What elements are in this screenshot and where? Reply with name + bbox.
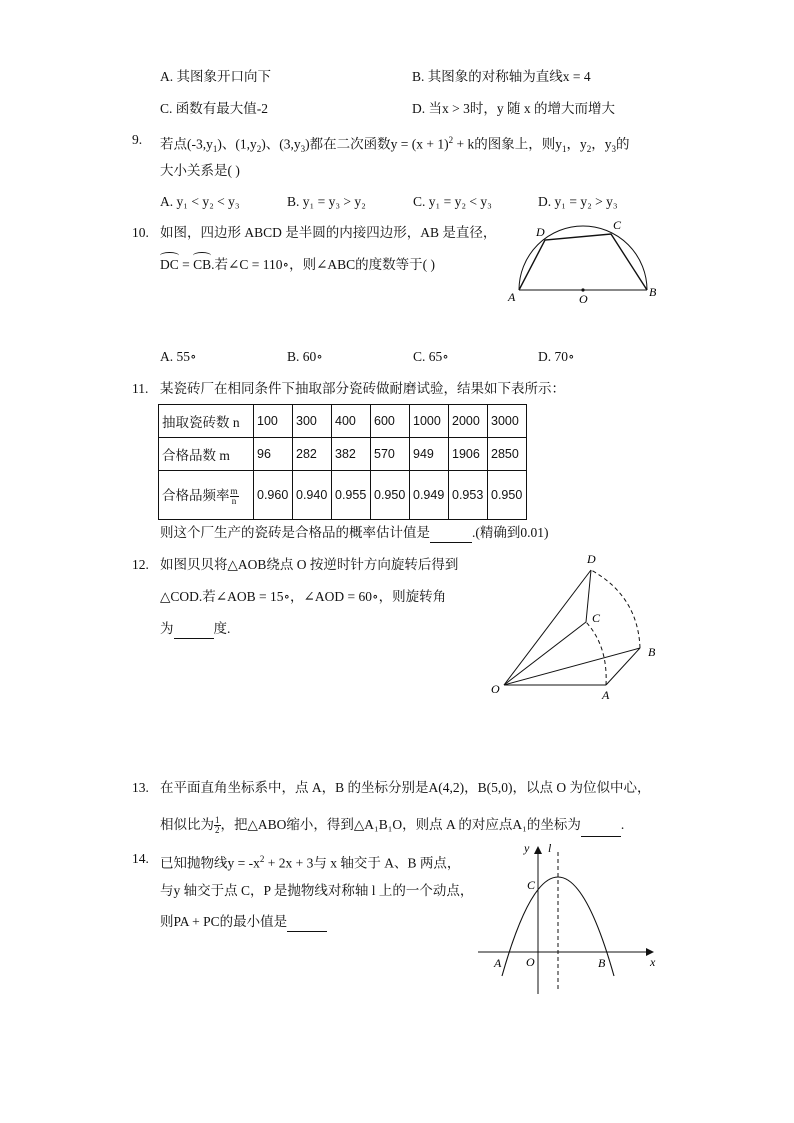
table-cell: 1906: [449, 438, 488, 471]
q14-number: 14.: [132, 851, 149, 866]
q14-stem-line2: 与y 轴交于点 C，P 是抛物线对称轴 l 上的一个动点，: [160, 883, 474, 898]
label-c: C: [527, 878, 536, 892]
answer-blank[interactable]: [430, 524, 472, 543]
table-cell: 300: [293, 405, 332, 438]
table-cell: 0.949: [410, 471, 449, 520]
segment-od: [504, 570, 591, 685]
q12-stem-line3: 为 度.: [160, 620, 230, 639]
rotation-arc-bd: [591, 570, 640, 648]
table-cell: 0.950: [371, 471, 410, 520]
label-b: B: [649, 285, 657, 299]
q12-stem-line2: △COD.若∠AOB = 15∘，∠AOD = 60∘，则旋转角: [160, 589, 447, 604]
table-cell: 600: [371, 405, 410, 438]
label-o: O: [579, 292, 588, 306]
table-cell: 570: [371, 438, 410, 471]
label-b: B: [598, 956, 606, 970]
q12-stem-line1: 如图贝贝将△AOB绕点 O 按逆时针方向旋转后得到: [160, 557, 459, 572]
q10-option-b: B. 60∘: [287, 349, 323, 364]
q9-option-c: C. y₁ = y₂ < y₃: [413, 194, 492, 209]
q10-option-a: A. 55∘: [160, 349, 197, 364]
q10-semicircle-figure: [500, 212, 670, 312]
q12-rotation-figure: [488, 548, 668, 704]
q8-option-d: D. 当x > 3时，y 随 x 的增大而增大: [412, 101, 615, 116]
q11-number: 11.: [132, 381, 149, 396]
answer-blank[interactable]: [287, 913, 327, 932]
q14-stem-line3: 则PA + PC的最小值是: [160, 913, 327, 932]
quadrilateral-abcd: [519, 234, 647, 290]
q13-number: 13.: [132, 780, 149, 795]
q10-option-d: D. 70∘: [538, 349, 575, 364]
fraction-m-over-n: $\frac{m}{n}$: [230, 486, 238, 507]
q14-parabola-figure: [474, 838, 664, 998]
rotation-arc-ac: [586, 622, 606, 685]
table-cell: 2850: [488, 438, 527, 471]
q14-stem-line1: 已知抛物线$y = -x^2 + 2x + 3$与 x 轴交于 A、B 两点，: [160, 854, 461, 871]
table-cell: 400: [332, 405, 371, 438]
table-cell: 0.950: [488, 471, 527, 520]
q9-stem-line2: 大小关系是( ): [160, 163, 240, 178]
q10-stem-line1: 如图，四边形 ABCD 是半圆的内接四边形，AB 是直径，: [160, 225, 497, 240]
label-b: B: [648, 645, 656, 659]
table-cell: 96: [254, 438, 293, 471]
label-a: A: [602, 688, 610, 702]
q8-option-c: C. 函数有最大值-2: [160, 101, 268, 116]
q11-stem: 某瓷砖厂在相同条件下抽取部分瓷砖做耐磨试验，结果如下表所示：: [160, 381, 565, 396]
label-y: y: [524, 841, 530, 855]
table-header-cell: 抽取瓷砖数 n: [159, 405, 254, 438]
q13-stem-line1: 在平面直角坐标系中，点 A，B 的坐标分别是A(4,2)，B(5,0)，以点 O 为位似中心，: [160, 780, 651, 795]
q9-option-b: B. y₁ = y₃ > y₂: [287, 194, 366, 209]
label-a: A: [494, 956, 502, 970]
arc-dc: DC: [160, 257, 179, 272]
segment-ab: [606, 648, 640, 685]
frequency-table: [158, 404, 527, 520]
label-o: O: [526, 955, 535, 969]
table-cell: 282: [293, 438, 332, 471]
q9-option-d: D. y₁ = y₂ > y₃: [538, 194, 618, 209]
q10-stem-line2: DC = CB.若∠C = 110∘，则∠ABC的度数等于( ): [160, 257, 436, 272]
label-l: l: [548, 841, 552, 855]
table-cell: 0.955: [332, 471, 371, 520]
table-row: [159, 438, 527, 471]
table-cell: 100: [254, 405, 293, 438]
q10-option-c: C. 65∘: [413, 349, 449, 364]
table-cell: 0.960: [254, 471, 293, 520]
q11-tail: 则这个厂生产的瓷砖是合格品的概率估计值是 .(精确到0.01): [160, 524, 549, 543]
y-axis-arrow-icon: [534, 846, 542, 854]
fraction-one-half: $\frac{1}{2}$: [215, 815, 220, 836]
label-a: A: [508, 290, 516, 304]
label-x: x: [650, 955, 656, 969]
table-cell: 1000: [410, 405, 449, 438]
answer-blank[interactable]: [581, 814, 621, 837]
q8-option-a: A. 其图象开口向下: [160, 69, 271, 84]
table-cell: 2000: [449, 405, 488, 438]
q12-number: 12.: [132, 557, 149, 572]
answer-blank[interactable]: [174, 620, 214, 639]
q10-number: 10.: [132, 225, 149, 240]
table-row: [159, 471, 527, 520]
table-row: [159, 405, 527, 438]
table-cell: 3000: [488, 405, 527, 438]
q8-option-b: B. 其图象的对称轴为直线x = 4: [412, 69, 591, 84]
table-cell: 0.940: [293, 471, 332, 520]
segment-ob: [504, 648, 640, 685]
q9-option-a: A. y₁ < y₂ < y₃: [160, 194, 240, 209]
q9-number: 9.: [132, 132, 143, 147]
table-header-cell: 合格品频率 $\frac{m}{n}$: [159, 471, 254, 520]
label-c: C: [592, 611, 601, 625]
table-cell: 0.953: [449, 471, 488, 520]
segment-cd: [586, 570, 591, 622]
q13-stem-line2: 相似比为 $\frac{1}{2}$ ，把△ABO缩小，得到△A₁B₁O，则点 A 的对应点A₁的坐标为 .: [160, 815, 625, 836]
table-header-cell: 合格品数 m: [159, 438, 254, 471]
table-cell: 382: [332, 438, 371, 471]
arc-cb: CB: [193, 257, 212, 272]
label-c: C: [613, 218, 622, 232]
table-cell: 949: [410, 438, 449, 471]
label-d: D: [587, 552, 596, 566]
label-o: O: [491, 682, 500, 696]
label-d: D: [536, 225, 545, 239]
q9-stem-line1: 若点$(-3,y_1)$、$(1,y_2)$、$(3,y_3)$都在二次函数$y = (x + 1)^2 + k$的图象上，则$y_1$，$y_2$，$y_3$的: [160, 135, 630, 155]
